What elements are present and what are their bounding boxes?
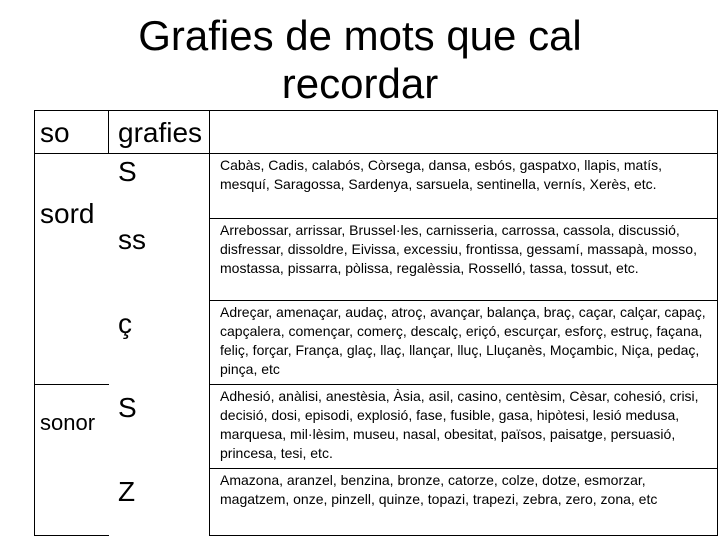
word-list: Adreçar, amenaçar, audaç, atroç, avançar, balança, braç, caçar, calçar, capaç, capçalera, començar, comerç, descalç, eriçó, escurçar, esforç, estruç, façana, feliç, forçar, França, glaç, llaç, llançar, lluç, Lluçanès, Moçambic, Niça, pedaç, pinça, etc [220, 304, 706, 377]
header-so: so [40, 117, 70, 148]
word-list: Adhesió, anàlisi, anestèsia, Àsia, asil, casino, centèsim, Cèsar, cohesió, crisi, decisió, dosi, episodi, explosió, fase, fusible, gasa, hipòtesi, lesió medusa, marquesa, mil·lèsim, museu, nasal, obesitat, països, paisatge, persuasió, princesa, tesi, etc. [220, 388, 699, 461]
sonor-group-cell [34, 384, 109, 536]
row-divider [209, 384, 718, 385]
word-list: Amazona, aranzel, benzina, bronze, catorze, colze, dotze, esmorzar, magatzem, onze, pinzell, quinze, topazi, trapezi, zebra, zero, zona, etc [220, 472, 658, 507]
grafia-cell: ss [118, 224, 146, 255]
word-list: Cabàs, Cadis, calabós, Còrsega, dansa, esbós, gaspatxo, llapis, matís, mesquí, Saragossa, Sardenya, sarsuela, sentinella, vernís, Xerès, etc. [220, 157, 663, 192]
page-title: Grafies de mots que cal recordar [138, 12, 582, 107]
row-divider [209, 218, 718, 219]
row-divider [209, 468, 718, 469]
label-sonor: sonor [40, 410, 96, 435]
word-list: Arrebossar, arrissar, Brussel·les, carnisseria, carrossa, cassola, discussió, disfressar, dissoldre, Eivissa, excessiu, frontissa, gessamí, massapà, mosso, mostassa, pissarra, pòlissa, regalèssia, Rosselló, tassa, tossut, etc. [220, 222, 697, 276]
label-sord: sord [40, 198, 95, 229]
row-divider [209, 300, 718, 301]
grafia-cell: S [118, 156, 137, 187]
grafia-cell: ç [118, 308, 132, 339]
grafia-cell: S [118, 392, 137, 423]
blank-header-cell [209, 110, 718, 154]
header-grafies: grafies [118, 117, 203, 148]
grafia-cell: Z [118, 476, 136, 507]
sord-group-cell [34, 153, 109, 385]
